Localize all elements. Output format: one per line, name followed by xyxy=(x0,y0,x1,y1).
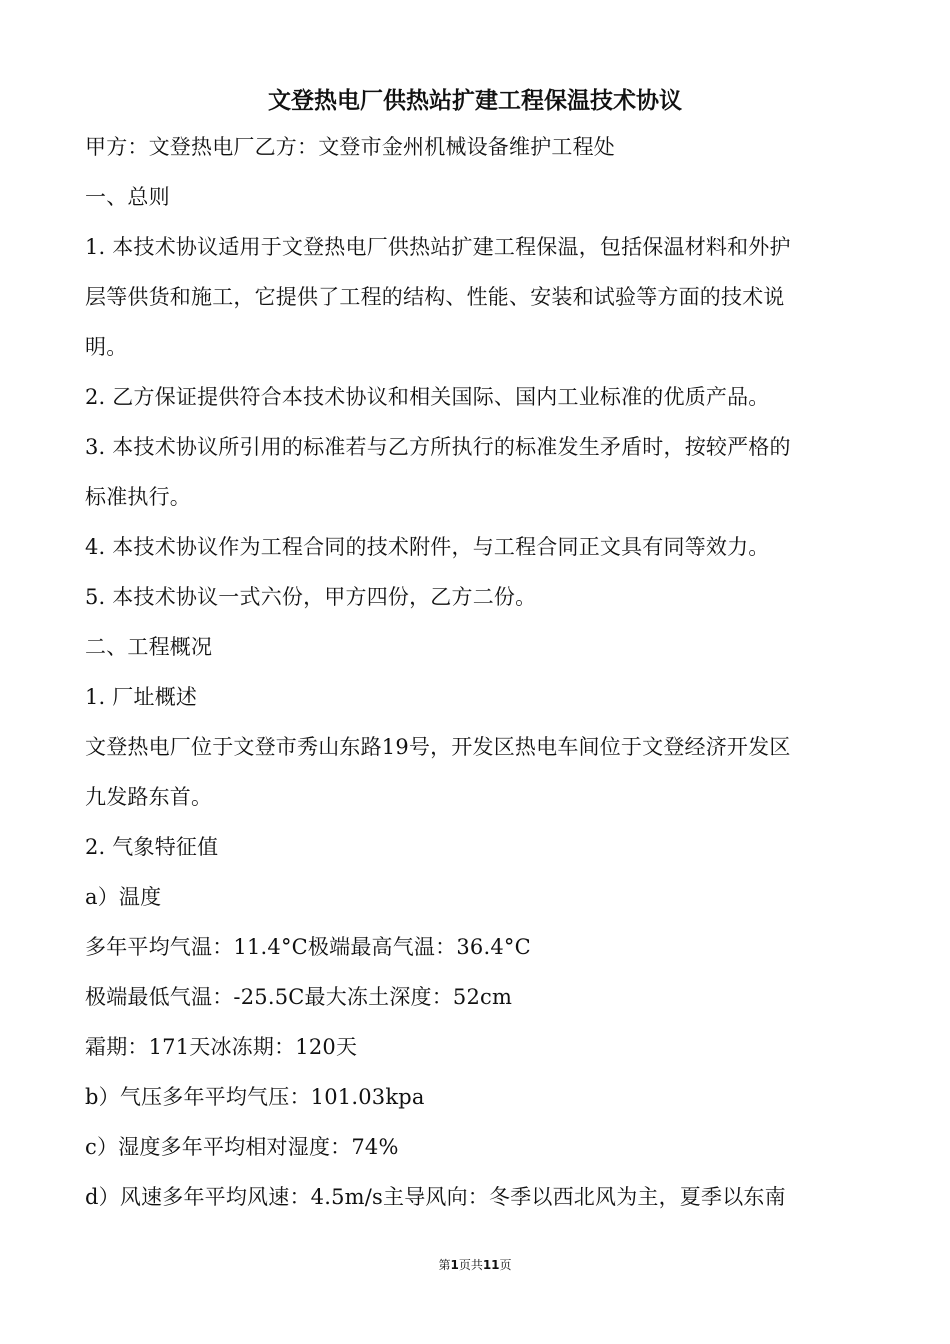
text-line: 3. 本技术协议所引用的标准若与乙方所执行的标准发生矛盾时，按较严格的 xyxy=(85,435,791,459)
text-line: 极端最低气温：-25.5C最大冻土深度：52cm xyxy=(85,985,513,1009)
text-line: 二、工程概况 xyxy=(85,635,213,659)
text-line: a）温度 xyxy=(85,885,162,909)
footer-total-pages: 11 xyxy=(482,1258,500,1272)
text-line: 2. 乙方保证提供符合本技术协议和相关国际、国内工业标准的优质产品。 xyxy=(85,385,770,409)
text-line: 2. 气象特征值 xyxy=(85,835,219,859)
document-title: 文登热电厂供热站扩建工程保温技术协议 xyxy=(268,88,682,114)
text-line: 甲方：文登热电厂乙方：文登市金州机械设备维护工程处 xyxy=(85,135,615,159)
text-line: 九发路东首。 xyxy=(85,785,213,809)
text-line: 明。 xyxy=(85,335,128,359)
footer-prefix: 第 xyxy=(438,1258,451,1272)
footer-current-page: 1 xyxy=(450,1258,459,1272)
text-line: d）风速多年平均风速：4.5m/s主导风向：冬季以西北风为主，夏季以东南 xyxy=(85,1185,786,1209)
text-line: 4. 本技术协议作为工程合同的技术附件，与工程合同正文具有同等效力。 xyxy=(85,535,770,559)
text-line: 霜期：171天冰冻期：120天 xyxy=(85,1035,358,1059)
footer-suffix: 页 xyxy=(499,1258,512,1272)
text-line: 多年平均气温：11.4°C极端最高气温：36.4°C xyxy=(85,935,531,959)
footer-middle: 页共 xyxy=(458,1258,483,1272)
text-line: 文登热电厂位于文登市秀山东路19号，开发区热电车间位于文登经济开发区 xyxy=(85,735,791,759)
text-line: 标准执行。 xyxy=(85,485,191,509)
text-line: 1. 厂址概述 xyxy=(85,685,198,709)
text-line: c）湿度多年平均相对湿度：74% xyxy=(85,1135,399,1159)
document-body xyxy=(85,122,875,1222)
text-line: 1. 本技术协议适用于文登热电厂供热站扩建工程保温，包括保温材料和外护 xyxy=(85,235,791,259)
page-footer xyxy=(0,1256,950,1274)
text-line: 5. 本技术协议一式六份，甲方四份，乙方二份。 xyxy=(85,585,537,609)
text-line: b）气压多年平均气压：101.03kpa xyxy=(85,1085,425,1109)
text-line: 一、总则 xyxy=(85,185,170,209)
text-line: 层等供货和施工，它提供了工程的结构、性能、安装和试验等方面的技术说 xyxy=(85,285,785,309)
